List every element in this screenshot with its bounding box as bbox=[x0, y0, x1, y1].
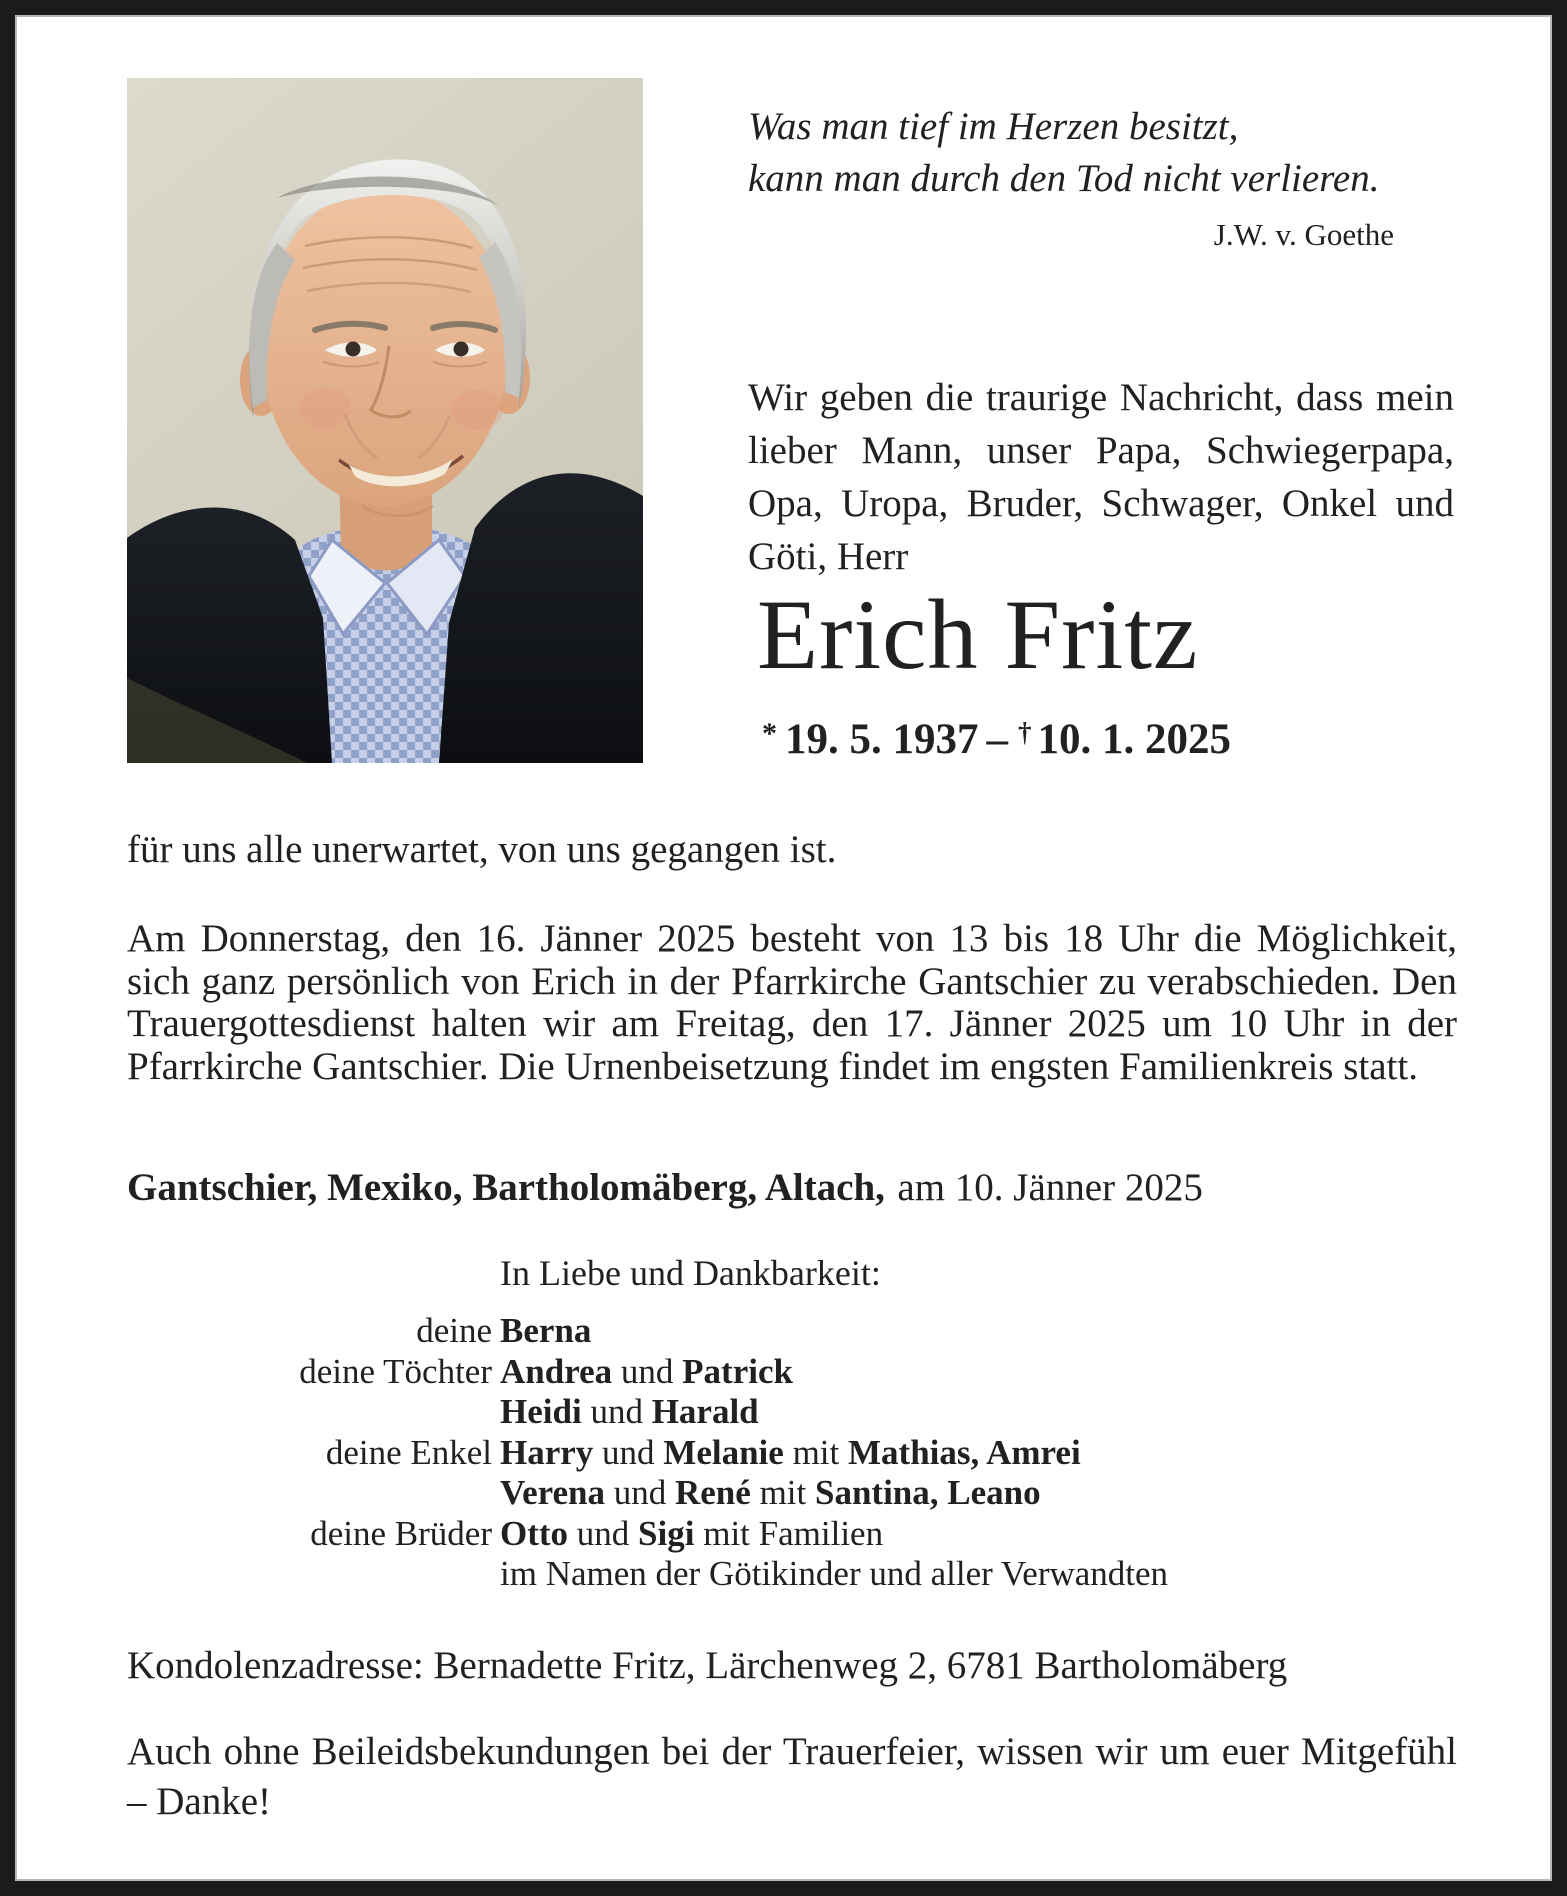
family-rows bbox=[127, 1311, 1457, 1595]
family-row-names: Berna bbox=[500, 1311, 592, 1350]
places-date: am 10. Jänner 2025 bbox=[897, 1166, 1203, 1209]
family-row bbox=[127, 1352, 1457, 1393]
family-row-names: Andrea und Patrick bbox=[500, 1351, 793, 1391]
intro-paragraph: Wir geben die traurige Nachricht, dass mein lieber Mann, unser Papa, Schwiegerpapa, Opa, Uropa, Bruder, Schwager, Onkel und Göti, Herr bbox=[748, 376, 1454, 578]
family-row-label bbox=[127, 1392, 500, 1433]
family-row-names: Harry und Melanie mit Mathias, Amrei bbox=[500, 1432, 1081, 1472]
portrait-photo bbox=[127, 78, 643, 763]
dates-separator: – bbox=[986, 716, 1008, 763]
family-row-label: deine Enkel bbox=[325, 1432, 492, 1472]
death-date: 10. 1. 2025 bbox=[1037, 716, 1231, 763]
family-row bbox=[127, 1514, 1457, 1555]
family-row-label: deine Brüder bbox=[310, 1513, 492, 1553]
birth-symbol: * bbox=[762, 717, 777, 750]
deceased-name: Erich Fritz bbox=[757, 579, 1199, 690]
family-row-label: deine bbox=[416, 1311, 492, 1350]
family-row-names: Otto und Sigi mit Familien bbox=[500, 1513, 884, 1553]
quote-block bbox=[748, 101, 1400, 253]
birth-date: 19. 5. 1937 bbox=[785, 716, 979, 763]
family-row-names: im Namen der Götikinder und aller Verwandten bbox=[500, 1554, 1169, 1593]
condolence-address-line: Kondolenzadresse: Bernadette Fritz, Lärchenweg 2, 6781 Bartholomäberg bbox=[127, 1644, 1288, 1687]
life-dates bbox=[762, 715, 1231, 764]
family-row bbox=[127, 1554, 1457, 1595]
places-line bbox=[127, 1165, 1457, 1211]
death-symbol: † bbox=[1018, 717, 1032, 747]
family-row bbox=[127, 1433, 1457, 1474]
family-row-label bbox=[127, 1554, 500, 1595]
places-list: Gantschier, Mexiko, Bartholomäberg, Altach, bbox=[127, 1166, 885, 1209]
family-heading: In Liebe und Dankbarkeit: bbox=[500, 1253, 881, 1293]
family-row-names: Heidi und Harald bbox=[500, 1392, 759, 1431]
quote-line-2: kann man durch den Tod nicht verlieren. bbox=[748, 157, 1380, 200]
quote-line-1: Was man tief im Herzen besitzt, bbox=[748, 105, 1239, 148]
family-row bbox=[127, 1473, 1457, 1514]
family-row-label: deine Töchter bbox=[299, 1351, 492, 1391]
closing-paragraph: Auch ohne Beileidsbekundungen bei der Trauerfeier, wissen wir um euer Mitgefühl – Danke! bbox=[127, 1730, 1457, 1823]
portrait-illustration bbox=[127, 78, 643, 763]
family-row-label bbox=[127, 1473, 500, 1514]
quote-attribution: J.W. v. Goethe bbox=[1213, 217, 1394, 252]
family-section bbox=[127, 1253, 1457, 1595]
family-row bbox=[127, 1311, 1457, 1352]
family-row bbox=[127, 1392, 1457, 1433]
family-row-names: Verena und René mit Santina, Leano bbox=[500, 1473, 1041, 1512]
after-name-line: für uns alle unerwartet, von uns gegangen ist. bbox=[127, 828, 837, 871]
announcement-paragraph: Am Donnerstag, den 16. Jänner 2025 besteht von 13 bis 18 Uhr die Möglichkeit, sich ganz persönlich von Erich in der Pfarrkirche Gantschier zu verabschieden. Den Trauergottesdienst halten wir am Freitag, den 17. Jänner 2025 um 10 Uhr in der Pfarrkirche Gantschier. Die Urnenbeisetzung findet im engsten Familienkreis statt. bbox=[127, 917, 1457, 1088]
